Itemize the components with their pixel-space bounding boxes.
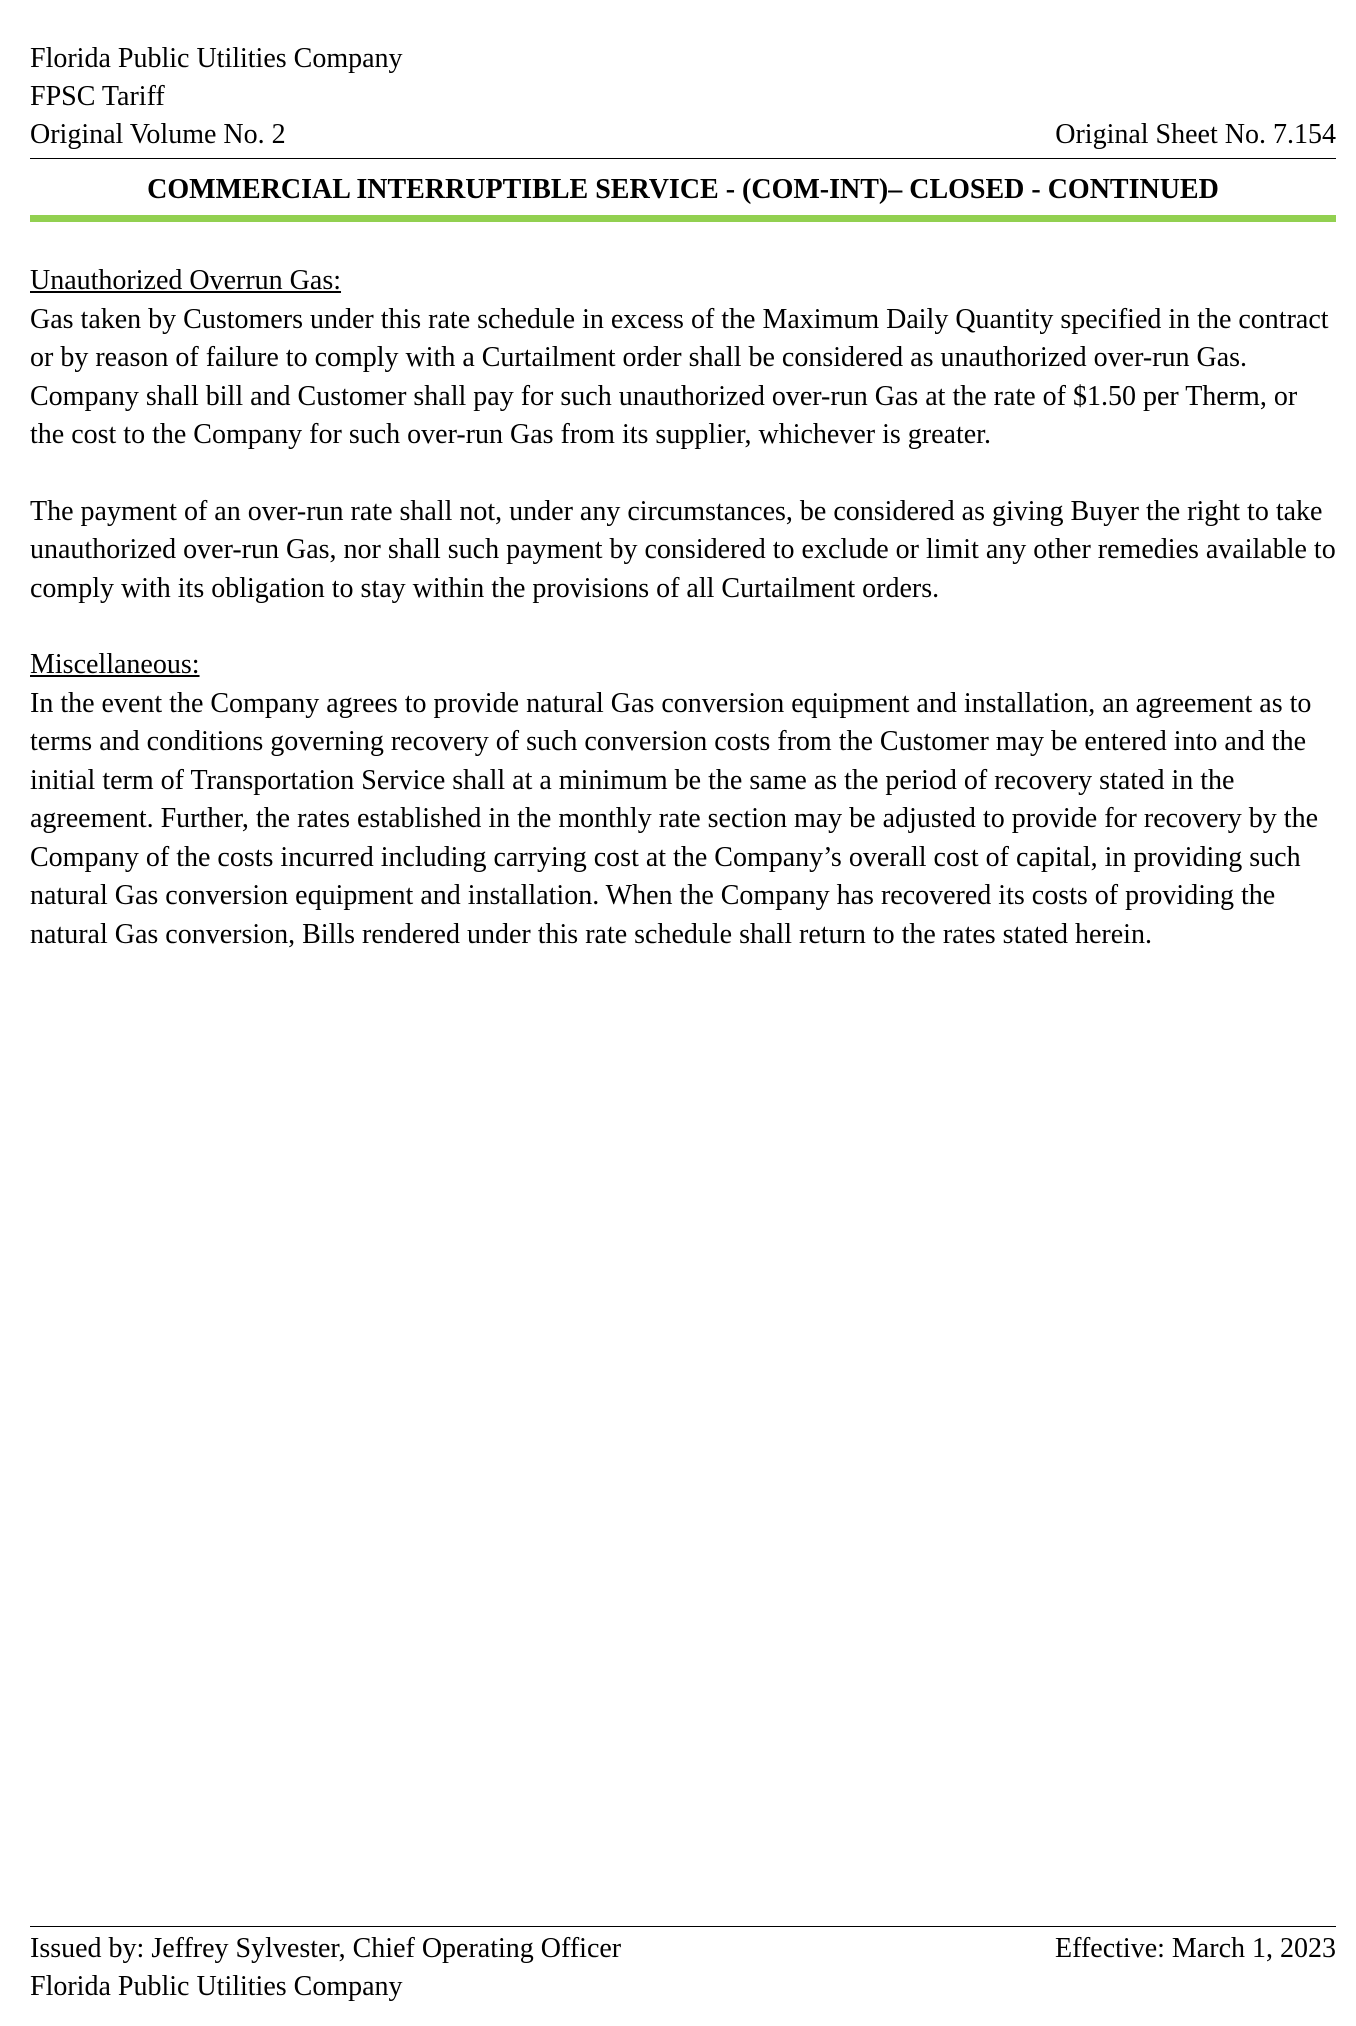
paragraph-overrun-2: The payment of an over-run rate shall not, under any circumstances, be considered as giving Buyer the right to take unauthorized over-run Gas, nor shall such payment by considered to exclude or limit any other remedies available to comply with its obligation to stay within the provisions of all Curtailment orders. <box>30 495 1336 604</box>
section-unauthorized-overrun-gas <box>30 262 1336 608</box>
page-header <box>30 40 1336 154</box>
section-heading-misc: Miscellaneous: <box>30 649 200 680</box>
tariff-page <box>30 0 1336 2026</box>
footer-issued-row <box>30 1930 1336 1968</box>
header-divider <box>30 158 1336 159</box>
footer-company-row <box>30 1968 1336 2006</box>
header-company: Florida Public Utilities Company <box>30 43 403 74</box>
header-volume-row <box>30 116 1336 154</box>
page-title: COMMERCIAL INTERRUPTIBLE SERVICE - (COM-INT)– CLOSED - CONTINUED <box>147 174 1219 205</box>
header-tariff: FPSC Tariff <box>30 81 165 112</box>
section-miscellaneous <box>30 646 1336 954</box>
footer-divider <box>30 1926 1336 1927</box>
paragraph-misc-1: In the event the Company agrees to provide natural Gas conversion equipment and installation, an agreement as to terms and conditions governing recovery of such conversion costs from the Customer may be entered into and the initial term of Transportation Service shall at a minimum be the same as the period of recovery stated in the agreement. Further, the rates established in the monthly rate section may be adjusted to provide for recovery by the Company of the costs incurred including carrying cost at the Company’s overall cost of capital, in providing such natural Gas conversion equipment and installation. When the Company has recovered its costs of providing the natural Gas conversion, Bills rendered under this rate schedule shall return to the rates stated herein. <box>30 687 1319 950</box>
paragraph-overrun-1: Gas taken by Customers under this rate schedule in excess of the Maximum Daily Quantity specified in the contract or by reason of failure to comply with a Curtailment order shall be considered as unauthorized over-run Gas. Company shall bill and Customer shall pay for such unauthorized over-run Gas at the rate of $1.50 per Therm, or the cost to the Company for such over-run Gas from its supplier, whichever is greater. <box>30 303 1329 450</box>
footer-effective-date: Effective: March 1, 2023 <box>1055 1933 1336 1964</box>
page-body <box>30 262 1336 992</box>
page-footer <box>30 1930 1336 2006</box>
header-sheet-number: Original Sheet No. 7.154 <box>1055 119 1336 150</box>
header-volume: Original Volume No. 2 <box>30 119 286 150</box>
section-heading-overrun: Unauthorized Overrun Gas: <box>30 265 342 296</box>
footer-issued-by: Issued by: Jeffrey Sylvester, Chief Operating Officer <box>30 1933 622 1964</box>
title-underline-bar <box>30 215 1336 222</box>
footer-company: Florida Public Utilities Company <box>30 1971 403 2002</box>
